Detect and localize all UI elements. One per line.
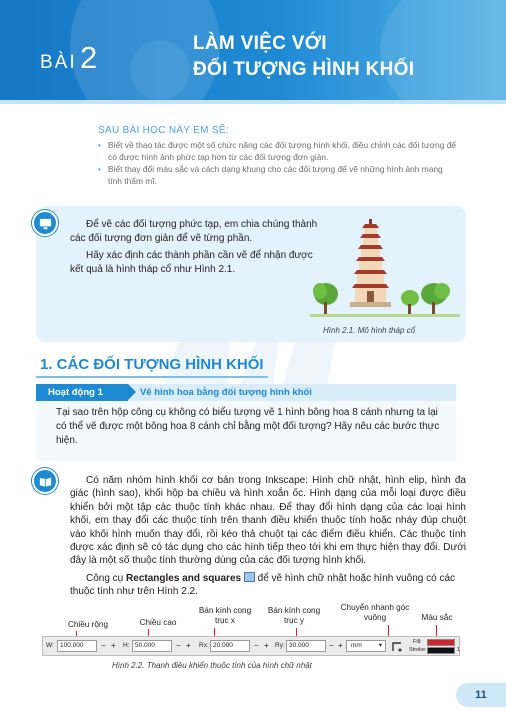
goals-title: SAU BÀI HỌC NÀY EM SẼ: [98,125,229,136]
book-icon [38,474,53,489]
tool-paragraph [70,572,466,599]
pagoda-illustration [310,214,460,322]
width-label: W: [46,642,54,649]
main-paragraph [70,474,466,568]
ry-increment-button[interactable]: + [338,641,343,650]
stroke-width-value: 1 [457,647,461,653]
screen-icon [38,216,53,231]
ry-decrement-button[interactable]: − [329,641,334,650]
activity-label: Hoạt động 1 [36,384,128,401]
goal-item: • Biết về thao tác được một số chức năng các đối tượng hình khối, điều chỉnh các đối tượng để có được hình ảnh phức tạp hơn từ các đối tượng đơn giản. [98,139,458,163]
rx-decrement-button[interactable]: − [254,641,259,650]
rx-increment-button[interactable]: + [264,641,269,650]
tool-prefix: Công cụ [86,573,124,584]
rx-input[interactable]: 20.000 [210,640,250,652]
stroke-label: Stroke: [409,647,427,653]
stroke-color-swatch[interactable] [427,647,455,654]
width-increment-button[interactable]: + [111,641,116,650]
callout-width: Chiều rộng [67,620,109,629]
tool-suffix: để vẽ hình chữ nhật hoặc hình vuông có các thuộc tính như trên Hình 2.2. [70,573,456,598]
unit-select[interactable] [346,640,386,652]
width-input[interactable]: 100.000 [57,640,97,652]
section-title: 1. CÁC ĐỐI TƯỢNG HÌNH KHỐI [40,356,264,373]
square-corners-icon[interactable] [391,641,403,653]
lesson-title-line1: LÀM VIỆC VỚI [193,33,327,54]
unit-value: mm [351,642,362,649]
height-increment-button[interactable]: + [186,641,191,650]
callout-height: Chiều cao [139,618,177,627]
goals-list [98,139,458,187]
figure-caption: Hình 2.1. Mô hình tháp cổ [323,326,416,335]
callout-rx: Bán kính cong trục x [198,606,252,625]
callout-color: Màu sắc [421,613,453,622]
intro-text [70,218,320,280]
goal-item: • Biết thay đổi màu sắc và cách dạng khung cho các đối tượng để vẽ những hình ảnh mang tính thẩm mĩ. [98,163,458,187]
page-number: 11 [456,683,506,707]
banner-strip [0,100,506,104]
fill-color-swatch[interactable] [427,639,455,646]
callout-corner: Chuyển nhanh góc vuông [340,603,410,622]
lesson-word: BÀI [40,52,77,73]
activity-text: Tại sao trên hộp công cụ không có biểu tượng vẽ 1 hình bông hoa 8 cánh nhưng ta lại có thể vẽ được một bông hoa 8 cánh chỉ bằng một đối tượng? Hãy nêu các bước thực hiện. [56,407,440,446]
lesson-banner [0,0,506,100]
main-paragraph-text: Có năm nhóm hình khối cơ bản trong Inkscape: Hình chữ nhật, hình elip, hình đa giác (hình sao), khối hộp ba chiều và hình xoắn ốc. Hình dạng của mỗi loại được điều khiển bởi một tập các thuộc tính khác nhau. Để thay đổi hình dạng của các loại hình khối, em thay đổi các thuộc tính trên thanh điều khiển thuộc tính hoặc nháy đúp chuột vào khối hình muốn thay đổi, rồi kéo thả chuột tại các điểm điều khiển. Các thuộc tính được xác định sẽ có tác dụng cho các hình tiếp theo tới khi em thực hiện thay đổi. Dưới đây là một số thuộc tính thường dùng của các đối tượng hình khối. [70,475,466,567]
rx-label: Rx: [199,642,209,649]
intro-paragraph: Để vẽ các đối tượng phức tạp, em chia chúng thành các đối tượng đơn giản để vẽ từng phần. [70,219,318,244]
tool-paragraph-text [70,572,466,599]
section-underline [36,376,268,378]
banner-decoration [130,40,190,100]
intro-paragraph: Hãy xác định các thành phần cần vẽ để nhận được kết quả là hình tháp cổ như Hình 2.1. [70,250,313,275]
start-badge [32,210,58,236]
learning-goals [98,125,458,187]
lesson-title [193,31,414,83]
ry-input[interactable]: 30.000 [286,640,326,652]
tool-name: Rectangles and squares [126,573,242,584]
chevron-down-icon: ▾ [378,642,382,649]
rectangle-tool-icon [244,572,255,582]
ry-label: Ry: [275,642,285,649]
rect-properties-toolbar [42,636,460,656]
width-decrement-button[interactable]: − [101,641,106,650]
activity-title: Vẽ hình hoa bằng đối tượng hình khối [140,387,312,398]
lesson-title-line2: ĐỐI TƯỢNG HÌNH KHỐI [193,59,415,80]
height-decrement-button[interactable]: − [176,641,181,650]
fill-label: Fill: [413,639,422,645]
figure-caption: Hình 2.2. Thanh điều khiển thuộc tính của hình chữ nhật [112,661,312,670]
lesson-number: 2 [80,40,98,75]
height-label: H: [123,642,130,649]
callout-ry: Bán kính cong trục y [267,606,321,625]
knowledge-badge [32,468,58,494]
height-input[interactable]: 50.000 [132,640,172,652]
